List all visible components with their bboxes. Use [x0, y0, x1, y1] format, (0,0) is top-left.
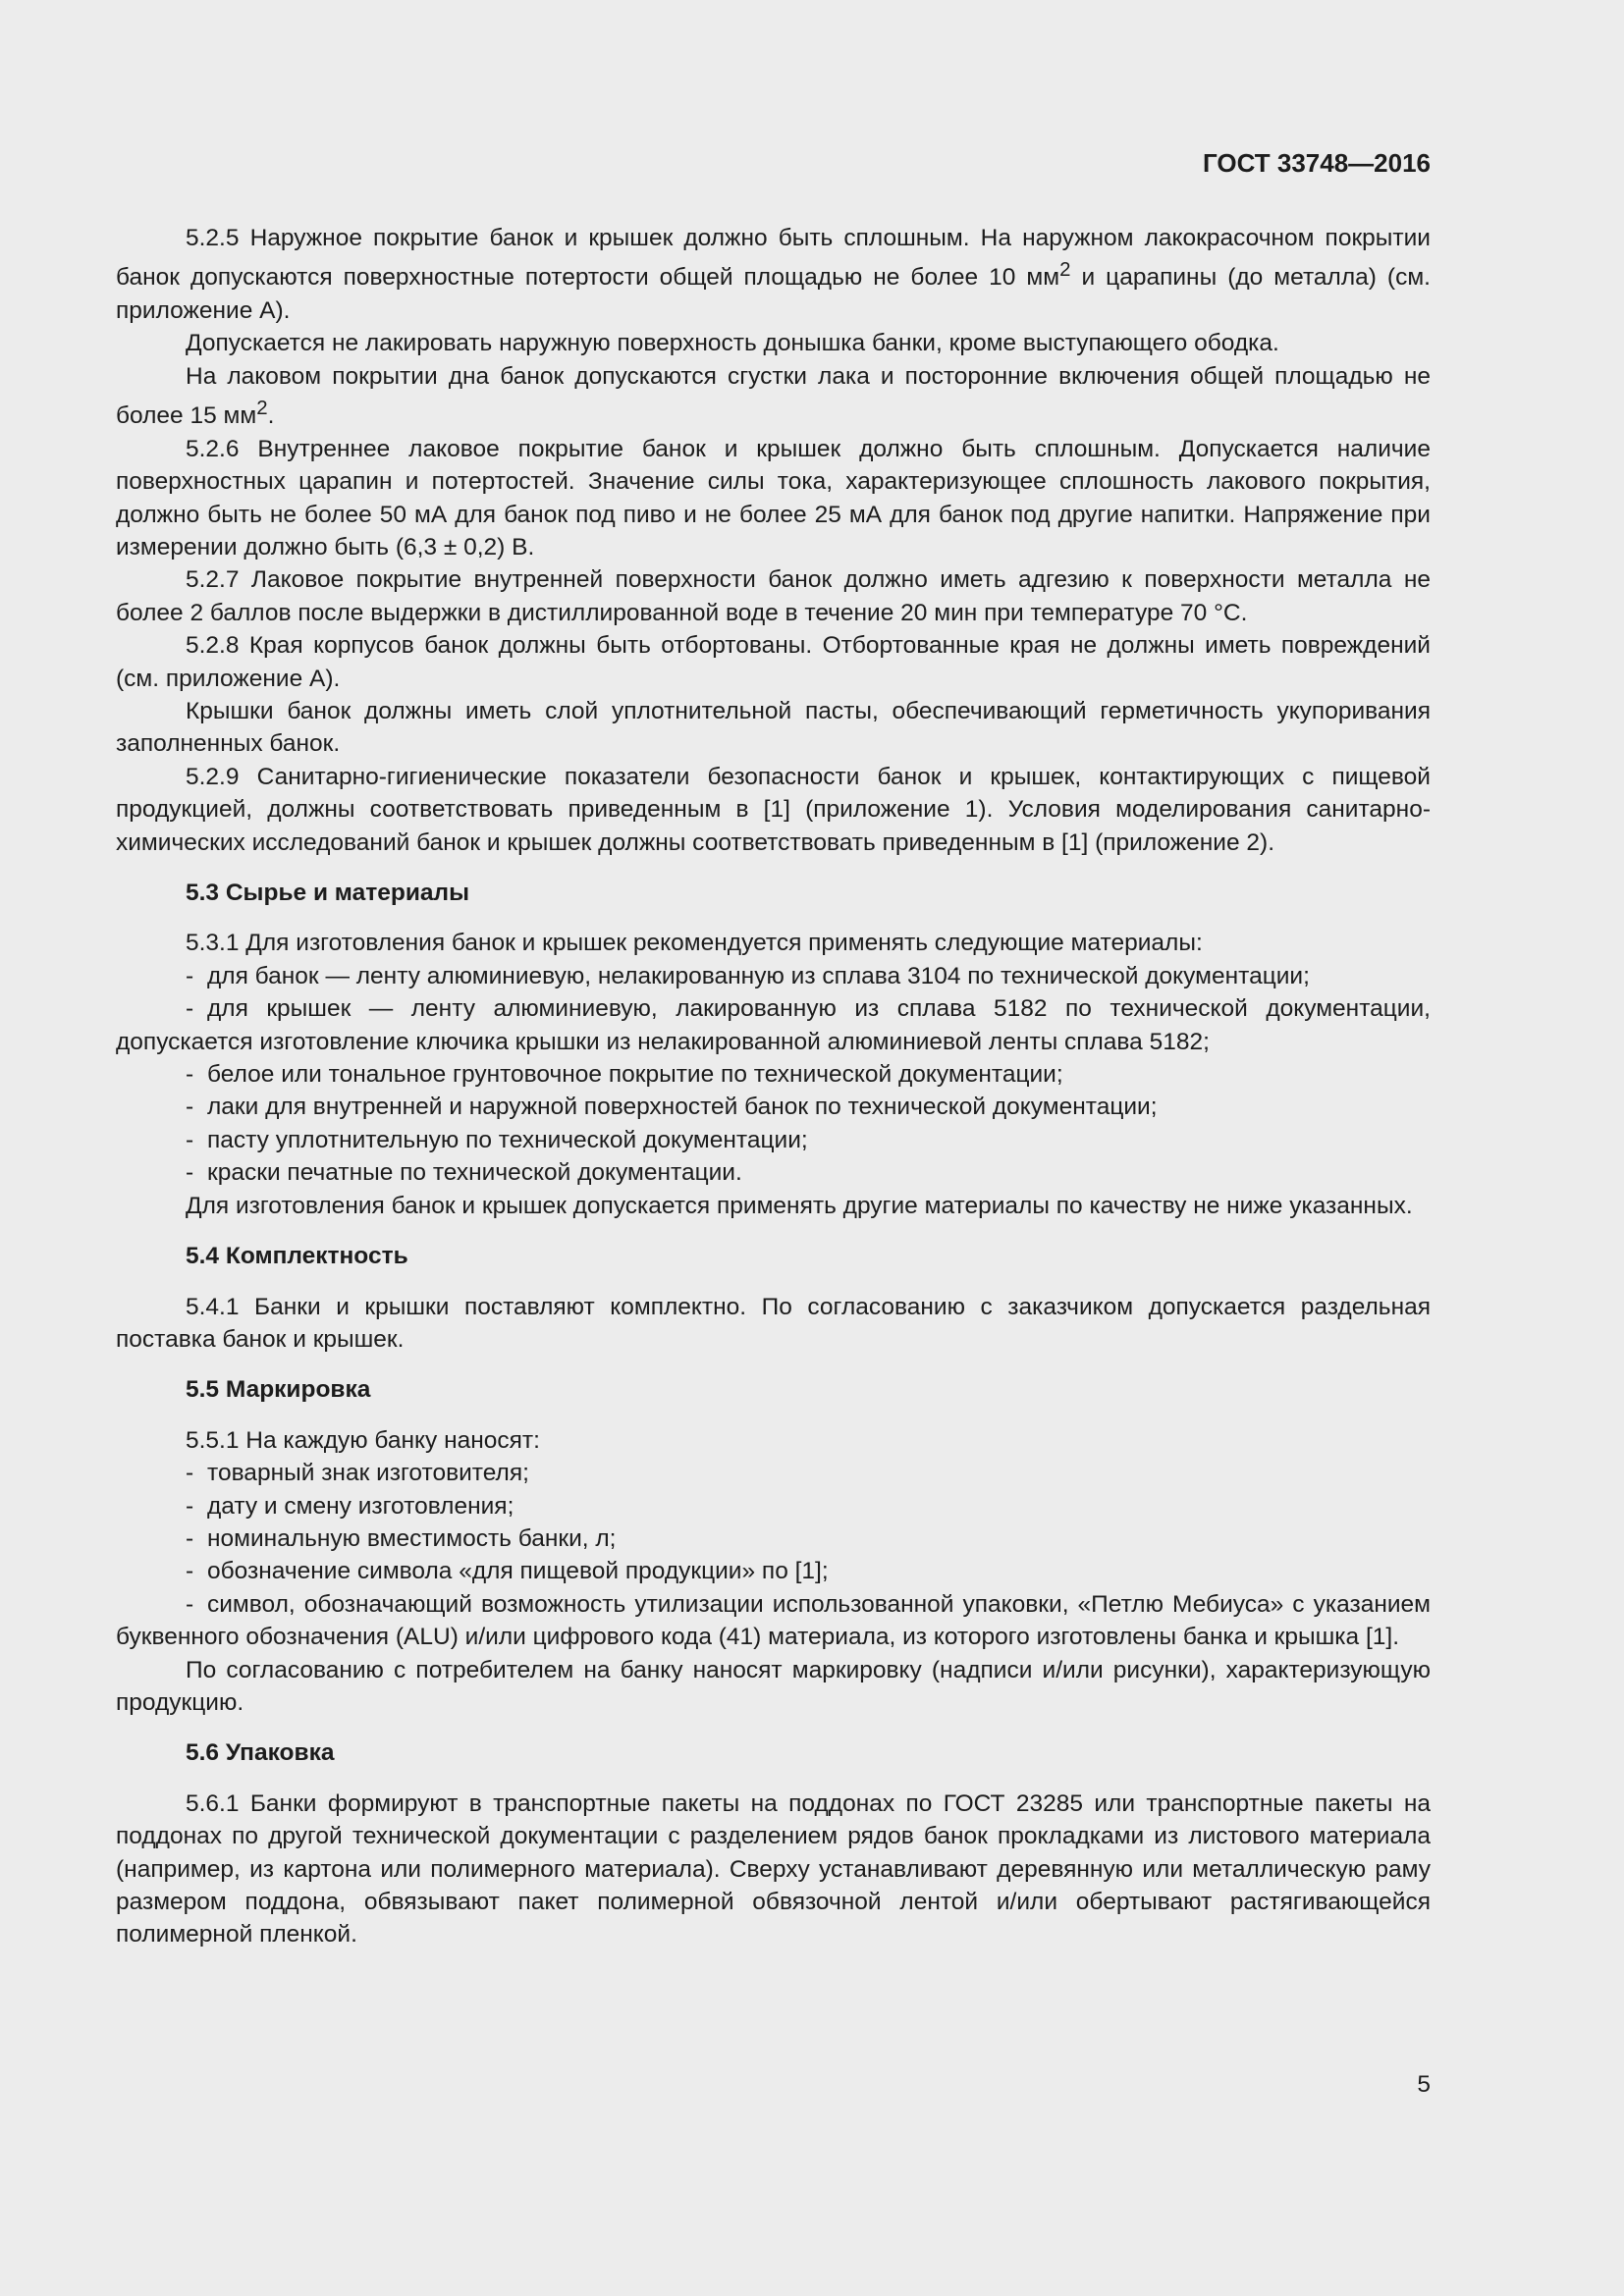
list-item: [116, 992, 1431, 1058]
text: 5.2.5 Наружное покрытие банок и крышек должно быть сплошным. На наружном лакокрасочном покрытии банок допускаются поверхностные потертости общей площадью не более 10 мм: [116, 225, 1431, 292]
section-heading-5-4: 5.4 Комплектность: [186, 1243, 408, 1270]
paragraph-5-2-8: 5.2.8 Края корпусов банок должны быть отбортованы. Отбортованные края не должны иметь повреждений (см. приложение А).: [116, 632, 1431, 692]
list-item-text: обозначение символа «для пищевой продукции» по [1];: [207, 1558, 829, 1585]
list-dash: -: [186, 1460, 194, 1487]
paragraph-5-2-5-c: [116, 360, 1431, 433]
list-item-text: номинальную вместимость банки, л;: [207, 1524, 617, 1552]
list-item: [116, 1555, 1431, 1587]
list-item: [116, 1490, 1431, 1522]
list-item: [116, 1522, 1431, 1555]
list-item-text: дату и смену изготовления;: [207, 1492, 514, 1520]
paragraph-5-3-1-after: Для изготовления банок и крышек допускается применять другие материалы по качеству не ниже указанных.: [186, 1192, 1413, 1219]
list-item: [116, 1124, 1431, 1156]
list-dash: -: [186, 1558, 194, 1585]
list-dash: -: [186, 1492, 194, 1520]
list-item-text: символ, обозначающий возможность утилизации использованной упаковки, «Петлю Мебиуса» с указанием буквенного обозначения (ALU) и/или цифрового кода (41) материала, из которого изготовлены банка и крышка [1].: [116, 1590, 1431, 1651]
superscript: 2: [1059, 259, 1071, 282]
list-item: [116, 1588, 1431, 1654]
section-heading-5-5: 5.5 Маркировка: [186, 1376, 371, 1404]
list-item-text: пасту уплотнительную по технической документации;: [207, 1126, 808, 1153]
list-item-text: краски печатные по технической документации.: [207, 1159, 742, 1187]
text: На лаковом покрытии дна банок допускаются сгустки лака и посторонние включения общей площадью не более 15 мм: [116, 362, 1431, 430]
section-heading-5-6: 5.6 Упаковка: [186, 1739, 335, 1767]
text: .: [267, 402, 275, 430]
text: и царапины (до металла) (см. приложение А).: [116, 264, 1431, 324]
list-item-text: белое или тональное грунтовочное покрытие по технической документации;: [207, 1061, 1063, 1089]
list-item-text: для крышек — ленту алюминиевую, лакированную из сплава 5182 по технической документации, допускается изготовление ключика крышки из нелакированной алюминиевой ленты сплава 5182;: [116, 995, 1431, 1055]
paragraph-5-2-6: 5.2.6 Внутреннее лаковое покрытие банок и крышек должно быть сплошным. Допускается наличие поверхностных царапин и потертостей. Значение силы тока, характеризующее сплошность лакового покрытия, должно быть не более 50 мА для банок под пиво и не более 25 мА для банок под другие напитки. Напряжение при измерении должно быть (6,3 ± 0,2) В.: [116, 435, 1431, 561]
list-dash: -: [186, 1159, 194, 1187]
paragraph-5-6-1: 5.6.1 Банки формируют в транспортные пакеты на поддонах по ГОСТ 23285 или транспортные пакеты на поддонах по другой технической документации с разделением рядов банок прокладками из листового материала (например, из картона или полимерного материала). Сверху устанавливают деревянную или металлическую раму размером поддона, обвязывают пакет полимерной обвязочной лентой и/или обертывают растягивающейся полимерной пленкой.: [116, 1789, 1431, 1949]
list-item: [116, 1457, 1431, 1489]
section-heading-5-3: 5.3 Сырье и материалы: [186, 880, 469, 907]
list-item-text: для банок — ленту алюминиевую, нелакированную из сплава 3104 по технической документации;: [207, 962, 1310, 989]
paragraph-5-5-1-after: По согласованию с потребителем на банку наносят маркировку (надписи и/или рисунки), характеризующую продукцию.: [116, 1656, 1431, 1716]
paragraph-5-2-7: 5.2.7 Лаковое покрытие внутренней поверхности банок должно иметь адгезию к поверхности металла не более 2 баллов после выдержки в дистиллированной воде в течение 20 мин при температуре 70 °С.: [116, 566, 1431, 626]
list-dash: -: [186, 1524, 194, 1552]
list-item-text: товарный знак изготовителя;: [207, 1460, 529, 1487]
page-number: 5: [1417, 2071, 1431, 2098]
list-dash: -: [186, 1094, 194, 1121]
list-dash: -: [186, 1126, 194, 1153]
paragraph-5-2-5: [116, 222, 1431, 327]
list-dash: -: [186, 1590, 194, 1618]
list-dash: -: [186, 962, 194, 989]
list-dash: -: [186, 1061, 194, 1089]
paragraph-5-5-1: 5.5.1 На каждую банку наносят:: [186, 1426, 540, 1454]
document-id: ГОСТ 33748—2016: [1203, 148, 1431, 178]
list-item: [116, 1058, 1431, 1091]
list-dash: -: [186, 995, 194, 1023]
paragraph-5-2-9: 5.2.9 Санитарно-гигиенические показатели безопасности банок и крышек, контактирующих с пищевой продукцией, должны соответствовать приведенным в [1] (приложение 1). Условия моделирования санитарно-химических исследований банок и крышек должны соответствовать приведенным в [1] (приложение 2).: [116, 763, 1431, 856]
paragraph-5-2-8-b: Крышки банок должны иметь слой уплотнительной пасты, обеспечивающий герметичность укупоривания заполненных банок.: [116, 698, 1431, 758]
list-item: [116, 960, 1431, 992]
superscript: 2: [256, 398, 268, 420]
paragraph-5-2-5-b: Допускается не лакировать наружную поверхность донышка банки, кроме выступающего ободка.: [186, 330, 1279, 357]
paragraph-5-4-1: 5.4.1 Банки и крышки поставляют комплектно. По согласованию с заказчиком допускается раздельная поставка банок и крышек.: [116, 1293, 1431, 1353]
document-body: [116, 222, 1431, 1951]
list-item-text: лаки для внутренней и наружной поверхностей банок по технической документации;: [207, 1094, 1158, 1121]
list-item: [116, 1091, 1431, 1123]
paragraph-5-3-1: 5.3.1 Для изготовления банок и крышек рекомендуется применять следующие материалы:: [186, 930, 1203, 957]
list-item: [116, 1156, 1431, 1189]
